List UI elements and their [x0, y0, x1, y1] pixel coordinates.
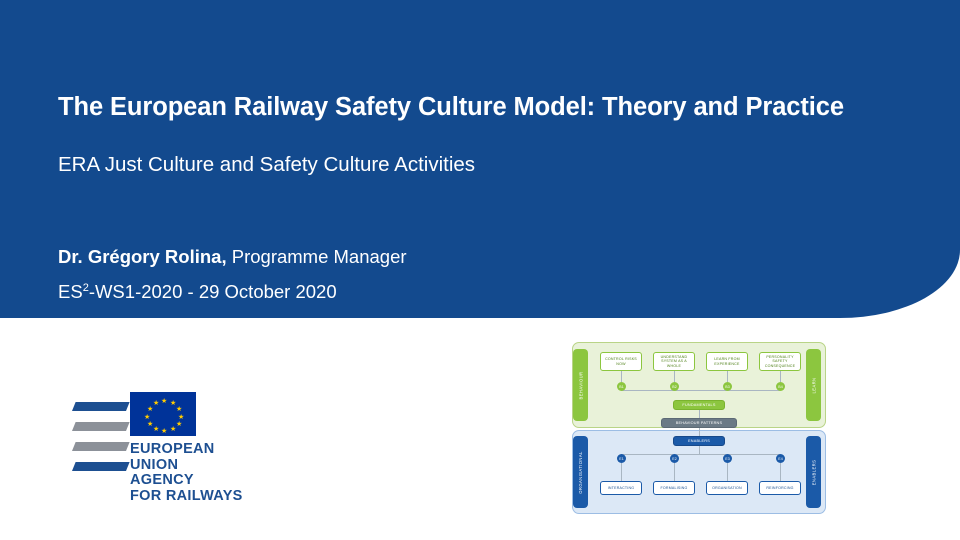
- model-connector-bottom-rail: [621, 454, 780, 455]
- model-node-b3: B3: [723, 382, 732, 391]
- page-title: The European Railway Safety Culture Model: Theory and Practice: [58, 93, 844, 121]
- logo-bar-4: [72, 462, 130, 471]
- model-connector-1: [621, 371, 622, 382]
- presenter-name: Dr. Grégory Rolina,: [58, 246, 227, 267]
- eu-flag-icon: ★ ★ ★ ★ ★ ★ ★ ★ ★ ★ ★ ★: [130, 392, 196, 436]
- event-superscript: 2: [82, 281, 89, 294]
- logo-bars-icon: [72, 396, 122, 492]
- model-tab-behaviour: [573, 349, 588, 421]
- model-node-e3: E3: [723, 454, 732, 463]
- model-connector-top-rail: [621, 390, 780, 391]
- era-logo: [72, 392, 302, 502]
- model-top-chip-2: UNDERSTAND SYSTEM AS A WHOLE: [653, 352, 695, 371]
- model-top-chip-3: LEARN FROM EXPERIENCE: [706, 352, 748, 371]
- model-tab-learn: [806, 349, 821, 421]
- model-bottom-chip-2: FORMALISING: [653, 481, 695, 495]
- model-node-b1: B1: [617, 382, 626, 391]
- model-connector-3: [727, 371, 728, 382]
- slide-subtitle: ERA Just Culture and Safety Culture Activities: [58, 153, 476, 176]
- logo-bar-1: [72, 402, 130, 411]
- model-node-e2: E2: [670, 454, 679, 463]
- safety-culture-model-diagram: [568, 342, 830, 514]
- model-behaviour-patterns-chip: BEHAVIOUR PATTERNS: [661, 418, 737, 428]
- model-bottom-chip-4: REINFORCING: [759, 481, 801, 495]
- logo-line-4: FOR RAILWAYS: [130, 487, 243, 504]
- event-suffix: -WS1-2020 - 29 October 2020: [88, 281, 337, 302]
- model-tab-learn-label: LEARN: [811, 377, 816, 393]
- event-prefix: ES: [58, 281, 83, 302]
- model-bottom-chip-3: ORGANISATION: [706, 481, 748, 495]
- logo-bar-2: [72, 422, 130, 431]
- presenter-line: [58, 245, 407, 270]
- model-bottom-chip-1: INTERACTING: [600, 481, 642, 495]
- title-block: [58, 92, 938, 123]
- logo-bar-3: [72, 442, 130, 451]
- model-connector-7: [699, 446, 700, 454]
- logo-line-1: EUROPEAN: [130, 441, 215, 457]
- model-top-chip-1: CONTROL RISKS NOW: [600, 352, 642, 371]
- model-connector-4: [780, 371, 781, 382]
- model-tab-organisational-label: ORGANISATIONAL: [578, 450, 583, 494]
- model-connector-6: [699, 428, 700, 436]
- model-tab-enablers: [806, 436, 821, 508]
- logo-line-3: AGENCY: [130, 472, 194, 488]
- logo-text: [130, 442, 243, 504]
- model-tab-organisational: [573, 436, 588, 508]
- model-connector-9: [674, 463, 675, 481]
- model-connector-2: [674, 371, 675, 382]
- model-node-e4: E4: [776, 454, 785, 463]
- model-tab-enablers-label: ENABLERS: [811, 459, 817, 485]
- model-connector-11: [780, 463, 781, 481]
- logo-line-2: UNION: [130, 456, 179, 473]
- model-connector-10: [727, 463, 728, 481]
- presenter-role: Programme Manager: [226, 246, 407, 267]
- model-top-chip-4: PERSONALITY SAFETY CONSEQUENCE: [759, 352, 801, 371]
- model-node-e1: E1: [617, 454, 626, 463]
- model-node-b4: B4: [776, 382, 785, 391]
- model-connector-8: [621, 463, 622, 481]
- model-node-b2: B2: [670, 382, 679, 391]
- model-fundamentals-chip: FUNDAMENTALS: [673, 400, 725, 410]
- event-line: [58, 280, 337, 305]
- model-connector-5: [699, 410, 700, 418]
- model-enablers-chip: ENABLERS: [673, 436, 725, 446]
- model-tab-behaviour-label: BEHAVIOUR: [578, 371, 583, 399]
